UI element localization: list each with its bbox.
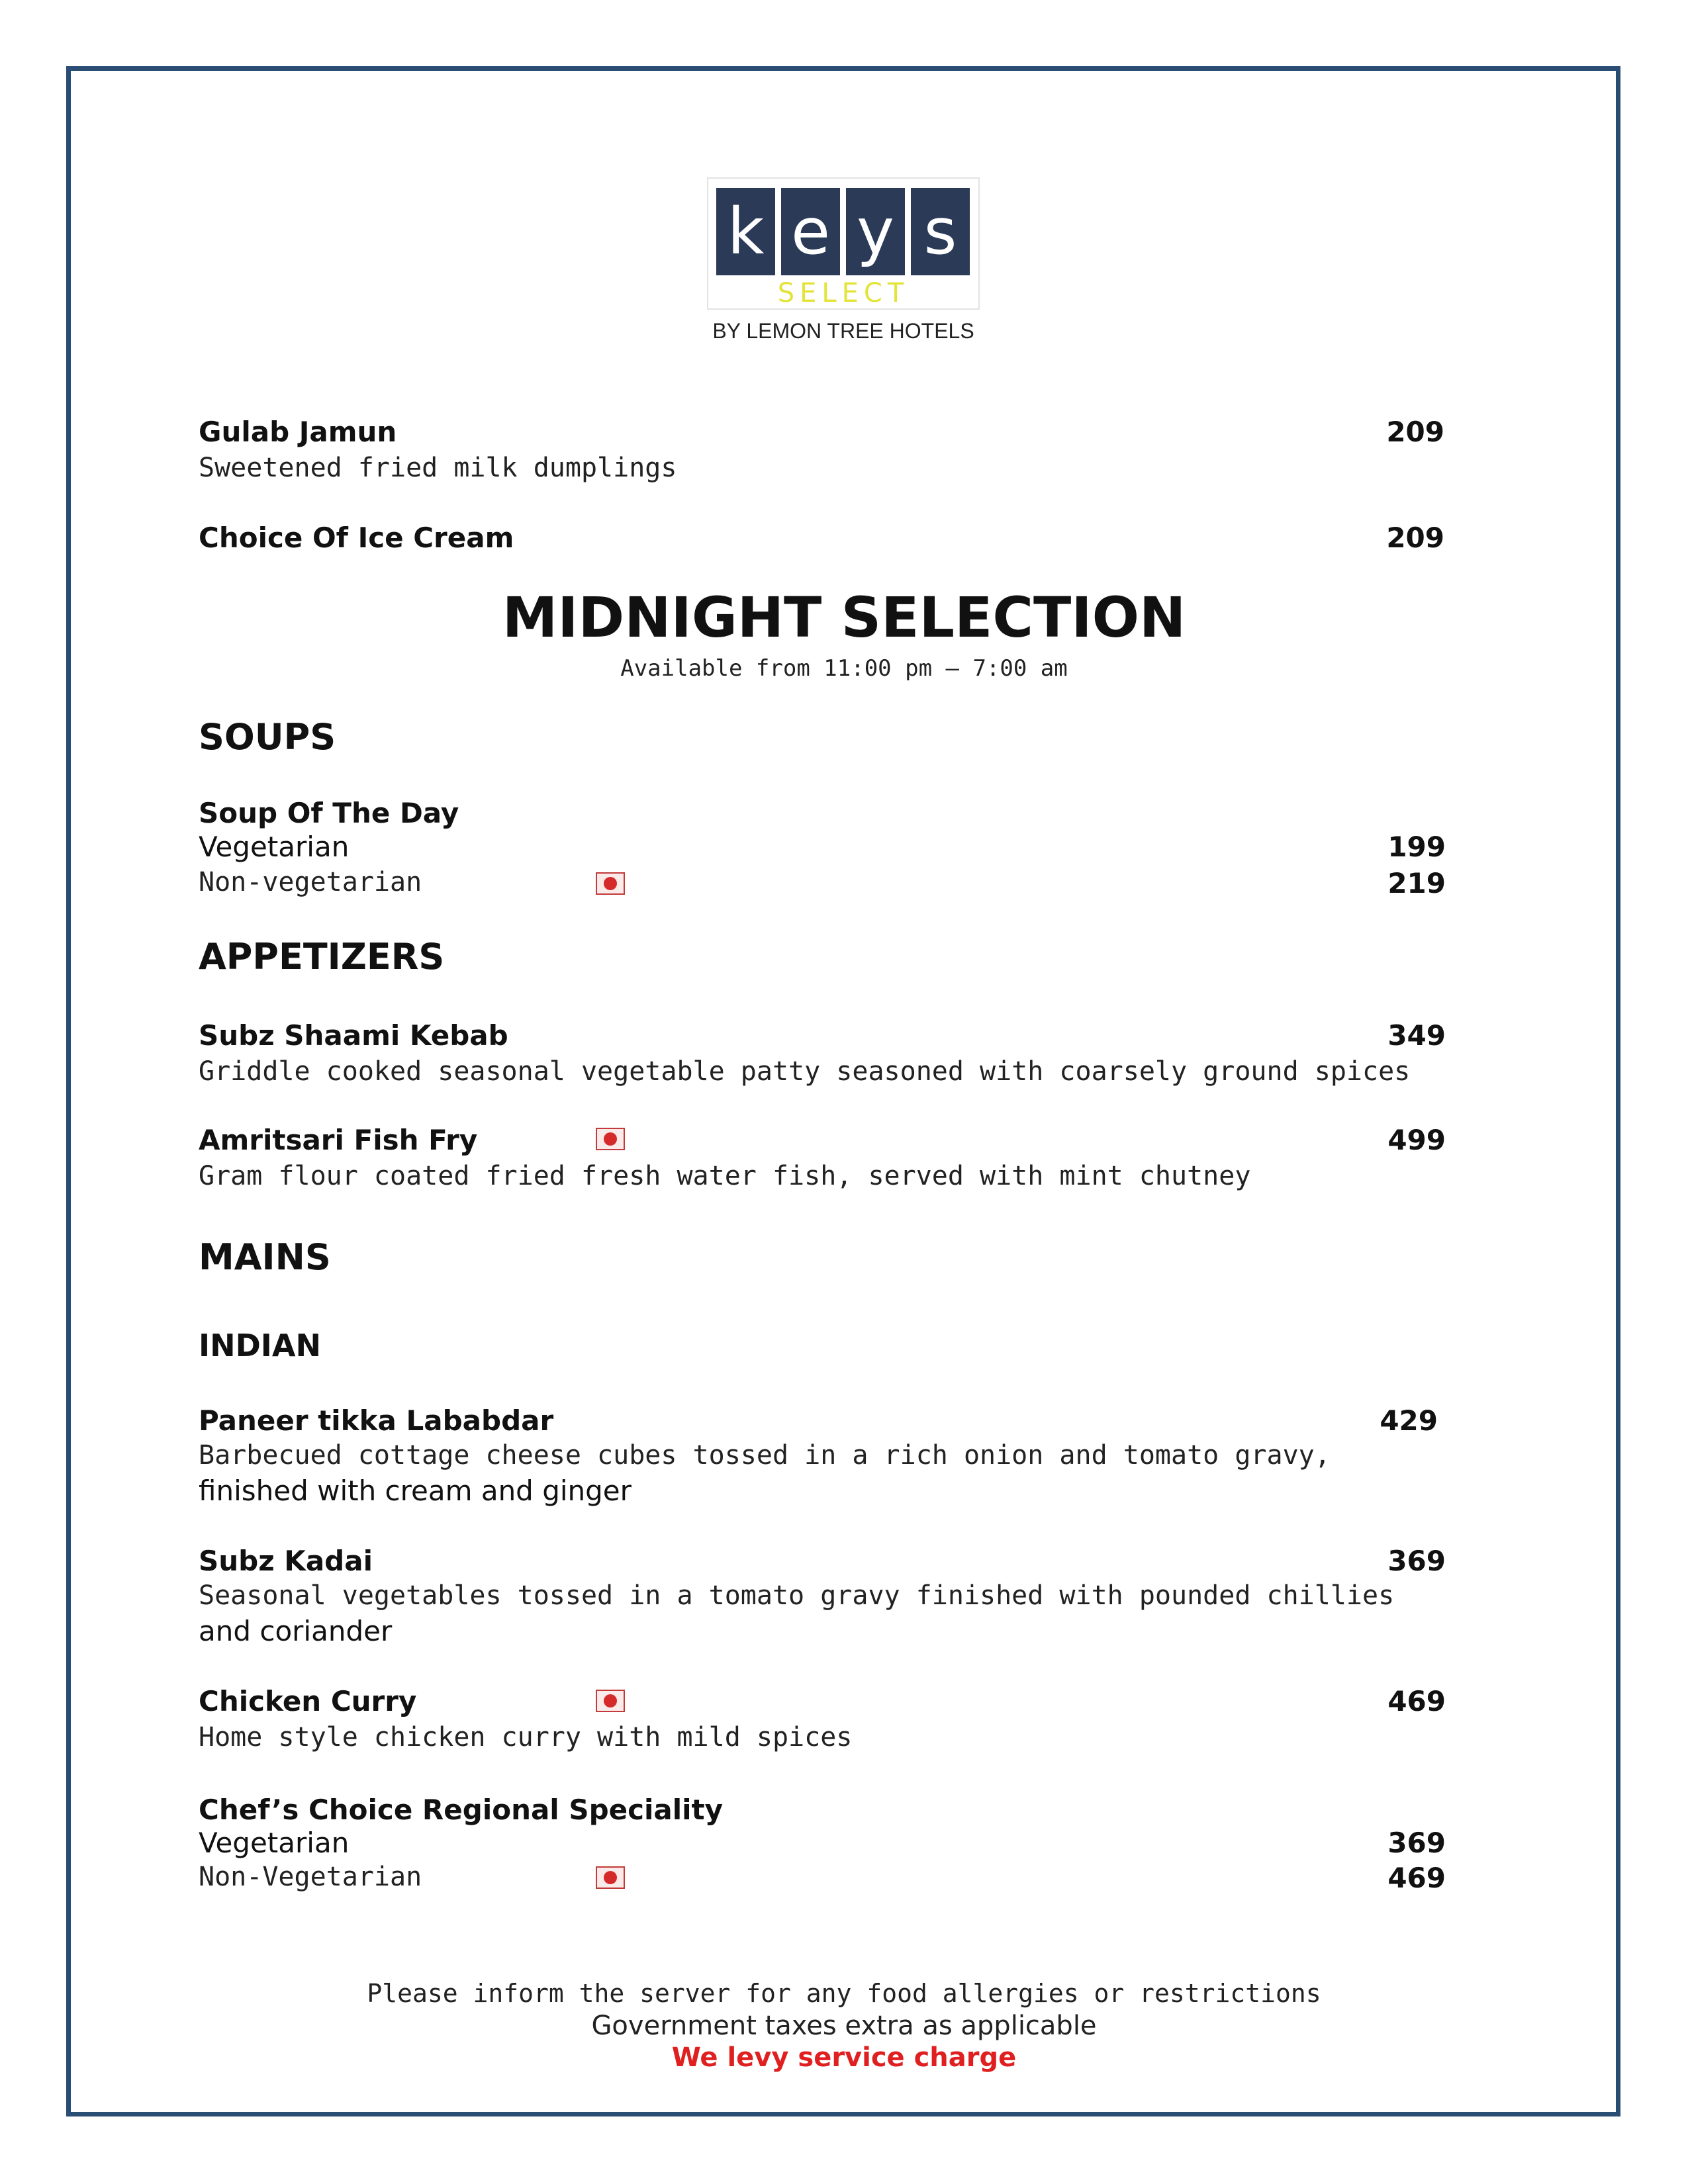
menu-item-description: and coriander	[199, 1615, 393, 1647]
menu-item-name: Gulab Jamun	[199, 416, 397, 448]
page-title: MIDNIGHT SELECTION	[502, 585, 1186, 650]
section-heading-mains: MAINS	[199, 1236, 331, 1278]
logo-tile-k: k	[716, 188, 775, 275]
option-price: 469	[1387, 1862, 1446, 1894]
menu-item-price: 209	[1386, 522, 1444, 554]
menu-item-description: Sweetened fried milk dumplings	[199, 453, 677, 483]
menu-item-name: Choice Of Ice Cream	[199, 522, 514, 554]
menu-item-name: Chicken Curry	[199, 1685, 417, 1717]
keys-select-logo	[707, 177, 980, 310]
menu-item-description: Home style chicken curry with mild spices	[199, 1722, 853, 1752]
menu-item-name: Soup Of The Day	[199, 797, 459, 829]
non-veg-marker-icon	[596, 1690, 625, 1712]
section-heading-soups: SOUPS	[199, 716, 336, 758]
menu-item-price: 209	[1386, 416, 1444, 448]
tax-note: Government taxes extra as applicable	[591, 2011, 1097, 2041]
logo-tile-y: y	[846, 188, 905, 275]
menu-item-price: 349	[1387, 1019, 1446, 1052]
logo-letter-tiles	[716, 188, 970, 275]
option-label: Non-Vegetarian	[199, 1862, 422, 1892]
logo-tagline: BY LEMON TREE HOTELS	[712, 319, 974, 343]
menu-item-name: Subz Shaami Kebab	[199, 1019, 508, 1052]
non-veg-marker-icon	[596, 1128, 625, 1150]
menu-item-price: 369	[1387, 1545, 1446, 1577]
option-label: Vegetarian	[199, 1827, 350, 1859]
service-charge-note: We levy service charge	[671, 2042, 1017, 2073]
menu-item-description: Seasonal vegetables tossed in a tomato gravy finished with pounded chillies	[199, 1580, 1395, 1611]
non-veg-marker-icon	[596, 872, 625, 895]
option-label: Vegetarian	[199, 831, 350, 863]
logo-select-text: SELECT	[777, 278, 910, 308]
menu-item-description: finished with cream and ginger	[199, 1475, 632, 1507]
option-label: Non-vegetarian	[199, 867, 422, 897]
allergy-note: Please inform the server for any food allergies or restrictions	[367, 1979, 1321, 2008]
availability-note: Available from 11:00 pm – 7:00 am	[620, 655, 1068, 682]
logo-tile-s: s	[911, 188, 970, 275]
menu-item-description: Barbecued cottage cheese cubes tossed in a rich onion and tomato gravy,	[199, 1440, 1331, 1471]
menu-item-description: Griddle cooked seasonal vegetable patty seasoned with coarsely ground spices	[199, 1056, 1411, 1087]
menu-item-name: Subz Kadai	[199, 1545, 373, 1577]
menu-item-name: Chef’s Choice Regional Speciality	[199, 1794, 724, 1826]
option-price: 369	[1387, 1827, 1446, 1859]
menu-item-description: Gram flour coated fried fresh water fish, served with mint chutney	[199, 1161, 1251, 1191]
section-heading-appetizers: APPETIZERS	[199, 936, 445, 978]
option-price: 219	[1387, 867, 1446, 899]
menu-item-name: Paneer tikka Lababdar	[199, 1404, 554, 1437]
menu-item-price: 499	[1387, 1124, 1446, 1156]
option-price: 199	[1387, 831, 1446, 863]
menu-item-price: 469	[1387, 1685, 1446, 1717]
non-veg-marker-icon	[596, 1866, 625, 1889]
menu-item-price: 429	[1380, 1404, 1438, 1437]
subsection-heading-indian: INDIAN	[199, 1328, 322, 1363]
menu-item-name: Amritsari Fish Fry	[199, 1124, 478, 1156]
logo-tile-e: e	[781, 188, 840, 275]
